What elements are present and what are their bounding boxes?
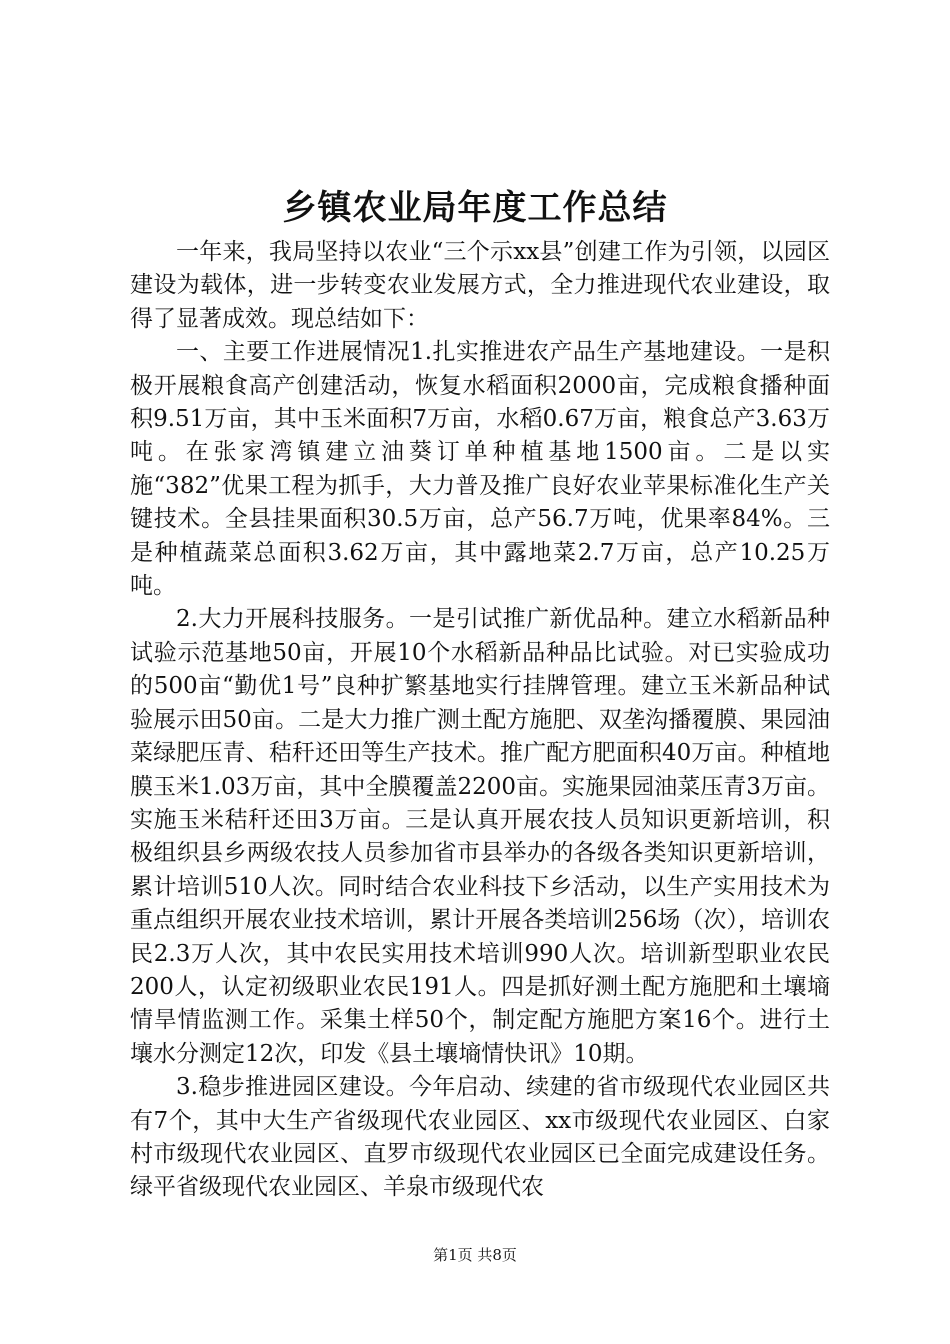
paragraph-section-2: 2.大力开展科技服务。一是引试推广新优品种。建立水稻新品种试验示范基地50亩，开展10个水稻新品种品比试验。对已实验成功的500亩“勤优1号”良种扩繁基地实行挂牌管理。建立玉米新品种试验展示田50亩。二是大力推广测土配方施肥、双垄沟播覆膜、果园油菜绿肥压青、秸秆还田等生产技术。推广配方肥面积40万亩。种植地膜玉米1.03万亩，其中全膜覆盖2200亩。实施果园油菜压青3万亩。实施玉米秸秆还田3万亩。三是认真开展农技人员知识更新培训，积极组织县乡两级农技人员参加省市县举办的各级各类知识更新培训，累计培训510人次。同时结合农业科技下乡活动，以生产实用技术为重点组织开展农业技术培训，累计开展各类培训256场（次），培训农民2.3万人次，其中农民实用技术培训990人次。培训新型职业农民200人，认定初级职业农民191人。四是抓好测土配方施肥和土壤墒情旱情监测工作。采集土样50个，制定配方施肥方案16个。进行土壤水分测定12次，印发《县土壤墒情快讯》10期。 xyxy=(130,606,830,1067)
paragraph-intro: 一年来，我局坚持以农业“三个示xx县”创建工作为引领，以园区建设为载体，进一步转变农业发展方式，全力推进现代农业建设，取得了显著成效。现总结如下： xyxy=(130,239,830,332)
document-title: 乡镇农业局年度工作总结 xyxy=(282,188,668,228)
paragraph-section-3: 3.稳步推进园区建设。今年启动、续建的省市级现代农业园区共有7个，其中大生产省级现代农业园区、xx市级现代农业园区、白家村市级现代农业园区、直罗市级现代农业园区已全面完成建设任务。绿平省级现代农业园区、羊泉市级现代农 xyxy=(130,1074,830,1201)
document-body xyxy=(130,236,830,1205)
page-footer: 第1页 共8页 xyxy=(433,1246,517,1264)
paragraph-section-1: 一、主要工作进展情况1.扎实推进农产品生产基地建设。一是积极开展粮食高产创建活动，恢复水稻面积2000亩，完成粮食播种面积9.51万亩，其中玉米面积7万亩，水稻0.67万亩，粮食总产3.63万吨。在张家湾镇建立油葵订单种植基地1500亩。二是以实施“382”优果工程为抓手，大力普及推广良好农业苹果标准化生产关键技术。全县挂果面积30.5万亩，总产56.7万吨，优果率84%。三是种植蔬菜总面积3.62万亩，其中露地菜2.7万亩，总产10.25万吨。 xyxy=(130,339,830,600)
